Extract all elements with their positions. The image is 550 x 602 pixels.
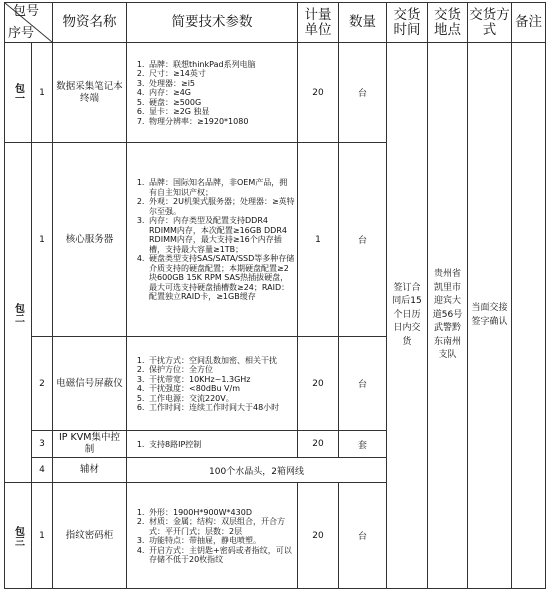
remark-cell bbox=[512, 43, 546, 589]
param-line: 3. 内存：内存类型及配置支持DDR4 RDIMM内存，本次配置≥16GB DDR4 RDIMM内存，最大支持≥16个内存插槽，支持最大容量≥1TB； bbox=[147, 216, 295, 254]
item-unit: 台 bbox=[339, 43, 387, 143]
item-name: 辅材 bbox=[53, 458, 127, 483]
param-line: 3. 干扰带宽：10KHz~1.3GHz bbox=[147, 375, 295, 385]
param-line: 3. 处理器：≥i5 bbox=[147, 79, 295, 89]
param-line: 6. 工作时间：连续工作时间大于48小时 bbox=[147, 403, 295, 413]
delivery-method: 当面交接签字确认 bbox=[468, 43, 512, 589]
param-line: 4. 开启方式：主钥匙+密码或者指纹，可以存储不低于20枚指纹 bbox=[147, 546, 295, 565]
item-number: 1 bbox=[32, 483, 53, 589]
param-line: 4. 干扰强度：<80dBu V/m bbox=[147, 384, 295, 394]
item-qty: 1 bbox=[298, 143, 339, 337]
item-number: 4 bbox=[32, 458, 53, 483]
param-line: 1. 干扰方式：空间乱数加密、相关干扰 bbox=[147, 356, 295, 366]
sequence-header-label: 序号 bbox=[8, 26, 35, 41]
param-line: 4. 内存：≥4G bbox=[147, 88, 295, 98]
param-line: 1. 外形：1900H*900W*430D bbox=[147, 508, 295, 518]
param-line: 2. 外观：2U机架式服务器；处理器：≥英特尔至强。 bbox=[147, 197, 295, 216]
item-qty: 20 bbox=[298, 43, 339, 143]
param-line: 1. 品牌：国际知名品牌，非OEM产品，拥有自主知识产权； bbox=[147, 178, 295, 197]
name-header: 物资名称 bbox=[53, 3, 127, 43]
item-number: 1 bbox=[32, 43, 53, 143]
param-line: 5. 工作电源：交流220V。 bbox=[147, 394, 295, 404]
package-label: 包二 bbox=[5, 143, 32, 483]
delivery-time: 签订合同后15个日历日内交货 bbox=[387, 43, 428, 589]
param-line: 6. 显卡：≥2G 独显 bbox=[147, 107, 295, 117]
item-unit: 台 bbox=[339, 483, 387, 589]
param-line: 2. 材质：金属；结构：双层组合，开合方式：平开门式；层数：2层 bbox=[147, 517, 295, 536]
param-line: 1. 支持8路IP控制 bbox=[147, 440, 295, 450]
item-params bbox=[127, 337, 298, 431]
item-span-text: 100个水晶头，2箱网线 bbox=[127, 458, 387, 483]
unit-header: 计量单位 bbox=[298, 3, 339, 43]
param-line: 5. 硬盘：≥500G bbox=[147, 98, 295, 108]
item-qty: 20 bbox=[298, 431, 339, 458]
item-params bbox=[127, 483, 298, 589]
item-name: 数据采集笔记本终端 bbox=[53, 43, 127, 143]
param-line: 4. 硬盘类型支持SAS/SATA/SSD等多种存储介质支持的硬盘配置；本期硬盘配置≥2块600GB 15K RPM SAS热插拔硬盘，最大可选支持硬盘插槽数≥24；RAID：配置独立RAID卡，≥1GB缓存 bbox=[147, 254, 295, 302]
item-name: 指纹密码柜 bbox=[53, 483, 127, 589]
place-header: 交货地点 bbox=[428, 3, 468, 43]
param-line: 1. 品牌：联想thinkPad系列电脑 bbox=[147, 60, 295, 70]
item-unit: 台 bbox=[339, 337, 387, 431]
item-number: 3 bbox=[32, 431, 53, 458]
table-row bbox=[5, 43, 546, 143]
param-line: 2. 尺寸：≥14英寸 bbox=[147, 69, 295, 79]
time-header: 交货时间 bbox=[387, 3, 428, 43]
header-row bbox=[5, 3, 546, 43]
param-line: 2. 保护方位：全方位 bbox=[147, 365, 295, 375]
param-line: 7. 物理分辨率：≥1920*1080 bbox=[147, 117, 295, 127]
package-label: 包一 bbox=[5, 43, 32, 143]
item-params bbox=[127, 431, 298, 458]
item-unit: 台 bbox=[339, 143, 387, 337]
params-header: 简要技术参数 bbox=[127, 3, 298, 43]
item-number: 2 bbox=[32, 337, 53, 431]
remark-header: 备注 bbox=[512, 3, 546, 43]
item-unit: 套 bbox=[339, 431, 387, 458]
method-header: 交货方式 bbox=[468, 3, 512, 43]
item-qty: 20 bbox=[298, 337, 339, 431]
qty-header: 数量 bbox=[339, 3, 387, 43]
param-line: 3. 功能特点：带抽屉，静电喷塑。 bbox=[147, 536, 295, 546]
delivery-place: 贵州省凯里市迎宾大道56号武警黔东南州支队 bbox=[428, 43, 468, 589]
item-params bbox=[127, 43, 298, 143]
item-name: 电磁信号屏蔽仪 bbox=[53, 337, 127, 431]
item-params bbox=[127, 143, 298, 337]
procurement-table bbox=[4, 2, 546, 589]
package-label: 包三 bbox=[5, 483, 32, 589]
package-header-label: 包号 bbox=[13, 4, 40, 19]
item-number: 1 bbox=[32, 143, 53, 337]
package-seq-header bbox=[5, 3, 53, 43]
item-qty: 20 bbox=[298, 483, 339, 589]
item-name: IP KVM集中控制 bbox=[53, 431, 127, 458]
item-name: 核心服务器 bbox=[53, 143, 127, 337]
